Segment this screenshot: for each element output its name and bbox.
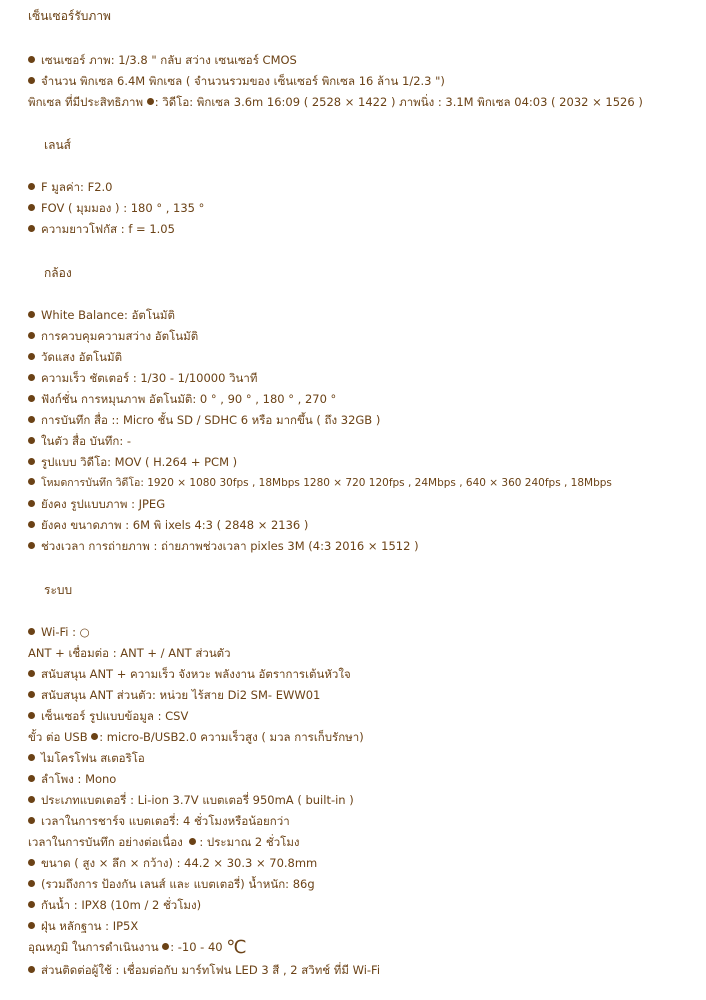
effective-pixels-row: พิกเซล ที่มีประสิทธิภาพ : วิดีโอ: พิกเซล 3.6m 16:09 ( 2528 × 1422 ) ภาพนิ่ง : 3.1M พิกเซล 04:03 ( 2032 × 1526 ) bbox=[28, 95, 643, 109]
list-item: Wi-Fi : ○ bbox=[28, 624, 90, 640]
list-item: ยังคง ขนาดภาพ : 6M พิ ixels 4:3 ( 2848 × 2136 ) bbox=[28, 517, 308, 533]
list-item: สนับสนุน ANT ส่วนตัว: หน่วย ไร้สาย Di2 SM- EWW01 bbox=[28, 687, 320, 703]
bullet-icon bbox=[28, 478, 35, 485]
bullet-icon bbox=[28, 500, 35, 507]
record-time-row: เวลาในการบันทึก อย่างต่อเนื่อง : ประมาณ 2 ชั่วโมง bbox=[28, 835, 300, 849]
list-item: ในตัว สื่อ บันทึก: - bbox=[28, 433, 131, 449]
list-item: ส่วนติดต่อผู้ใช้ : เชื่อมต่อกับ มาร์ทโฟน LED 3 สี , 2 สวิทช์ ที่มี Wi-Fi bbox=[28, 962, 380, 978]
list-item: ช่วงเวลา การถ่ายภาพ : ถ่ายภาพช่วงเวลา pixles 3M (4:3 2016 × 1512 ) bbox=[28, 538, 419, 554]
page-title: เซ็นเซอร์รับภาพ bbox=[28, 9, 111, 23]
temperature-row: อุณหภูมิ ในการดำเนินงาน : -10 - 40 ℃ bbox=[28, 937, 247, 958]
bullet-icon bbox=[162, 943, 169, 950]
bullet-icon bbox=[28, 670, 35, 677]
ant-connect-row: ANT + เชื่อมต่อ : ANT + / ANT ส่วนตัว bbox=[28, 646, 231, 660]
list-item: จำนวน พิกเซล 6.4M พิกเซล ( จำนวนรวมของ เซ็นเซอร์ พิกเซล 16 ล้าน 1/2.3 ") bbox=[28, 73, 445, 89]
list-item: ขนาด ( สูง × ลึก × กว้าง) : 44.2 × 30.3 × 70.8mm bbox=[28, 855, 317, 871]
list-item: White Balance: อัตโนมัติ bbox=[28, 307, 175, 323]
bullet-icon bbox=[28, 542, 35, 549]
bullet-icon bbox=[28, 691, 35, 698]
bullet-icon bbox=[28, 183, 35, 190]
list-item: เซ็นเซอร์ รูปแบบข้อมูล : CSV bbox=[28, 708, 188, 724]
section-heading-camera: กล้อง bbox=[44, 266, 72, 280]
list-item: ลำโพง : Mono bbox=[28, 771, 116, 787]
list-item: เวลาในการชาร์จ แบตเตอรี่: 4 ชั่วโมงหรือน้อยกว่า bbox=[28, 813, 290, 829]
bullet-icon bbox=[28, 374, 35, 381]
bullet-icon bbox=[28, 712, 35, 719]
bullet-icon bbox=[28, 628, 35, 635]
list-item: เซนเซอร์ ภาพ: 1/3.8 " กลับ สว่าง เซนเซอร์ CMOS bbox=[28, 52, 297, 68]
bullet-icon bbox=[28, 225, 35, 232]
section-heading-lens: เลนส์ bbox=[44, 138, 71, 152]
bullet-icon bbox=[91, 733, 98, 740]
bullet-icon bbox=[28, 521, 35, 528]
list-item: กันน้ำ : IPX8 (10m / 2 ชั่วโมง) bbox=[28, 897, 201, 913]
bullet-icon bbox=[28, 922, 35, 929]
list-item: ความเร็ว ชัตเตอร์ : 1/30 - 1/10000 วินาที bbox=[28, 370, 257, 386]
list-item: ยังคง รูปแบบภาพ : JPEG bbox=[28, 496, 165, 512]
bullet-icon bbox=[28, 966, 35, 973]
celsius-symbol: ℃ bbox=[226, 937, 247, 958]
bullet-icon bbox=[28, 775, 35, 782]
list-item: สนับสนุน ANT + ความเร็ว จังหวะ พลังงาน อัตราการเต้นหัวใจ bbox=[28, 666, 351, 682]
bullet-icon bbox=[28, 859, 35, 866]
bullet-icon bbox=[28, 754, 35, 761]
bullet-icon bbox=[28, 458, 35, 465]
bullet-icon bbox=[28, 332, 35, 339]
bullet-icon bbox=[28, 880, 35, 887]
list-item: ฝุ่น หลักฐาน : IP5X bbox=[28, 918, 138, 934]
bullet-icon bbox=[28, 77, 35, 84]
bullet-icon bbox=[189, 838, 196, 845]
list-item: การควบคุมความสว่าง อัตโนมัติ bbox=[28, 328, 198, 344]
list-item: รูปแบบ วิดีโอ: MOV ( H.264 + PCM ) bbox=[28, 454, 237, 470]
list-item: (รวมถึงการ ป้องกัน เลนส์ และ แบตเตอรี่) น้ำหนัก: 86g bbox=[28, 876, 315, 892]
section-heading-system: ระบบ bbox=[44, 583, 73, 597]
list-item: ฟังก์ชั่น การหมุนภาพ อัตโนมัติ: 0 ° , 90 ° , 180 ° , 270 ° bbox=[28, 391, 336, 407]
bullet-icon bbox=[28, 395, 35, 402]
list-item: ประเภทแบตเตอรี่ : Li-ion 3.7V แบตเตอรี่ 950mA ( built-in ) bbox=[28, 792, 354, 808]
list-item: ไมโครโฟน สเตอริโอ bbox=[28, 750, 145, 766]
bullet-icon bbox=[28, 901, 35, 908]
list-item: ความยาวโฟกัส : f = 1.05 bbox=[28, 221, 175, 237]
bullet-icon bbox=[28, 311, 35, 318]
list-item: การบันทึก สื่อ :: Micro ชั้น SD / SDHC 6 หรือ มากขึ้น ( ถึง 32GB ) bbox=[28, 412, 380, 428]
bullet-icon bbox=[28, 437, 35, 444]
bullet-icon bbox=[28, 796, 35, 803]
bullet-icon bbox=[28, 353, 35, 360]
bullet-icon bbox=[28, 416, 35, 423]
list-item: F มูลค่า: F2.0 bbox=[28, 179, 112, 195]
list-item: วัดแสง อัตโนมัติ bbox=[28, 349, 122, 365]
bullet-icon bbox=[28, 204, 35, 211]
bullet-icon bbox=[147, 98, 154, 105]
usb-row: ขั้ว ต่อ USB : micro-B/USB2.0 ความเร็วสูง ( มวล การเก็บรักษา) bbox=[28, 730, 364, 744]
bullet-icon bbox=[28, 817, 35, 824]
list-item: FOV ( มุมมอง ) : 180 ° , 135 ° bbox=[28, 200, 204, 216]
bullet-icon bbox=[28, 56, 35, 63]
list-item: โหมดการบันทึก วิดีโอ: 1920 × 1080 30fps , 18Mbps 1280 × 720 120fps , 24Mbps , 640 × 360 240fps , 18Mbps bbox=[28, 475, 612, 491]
